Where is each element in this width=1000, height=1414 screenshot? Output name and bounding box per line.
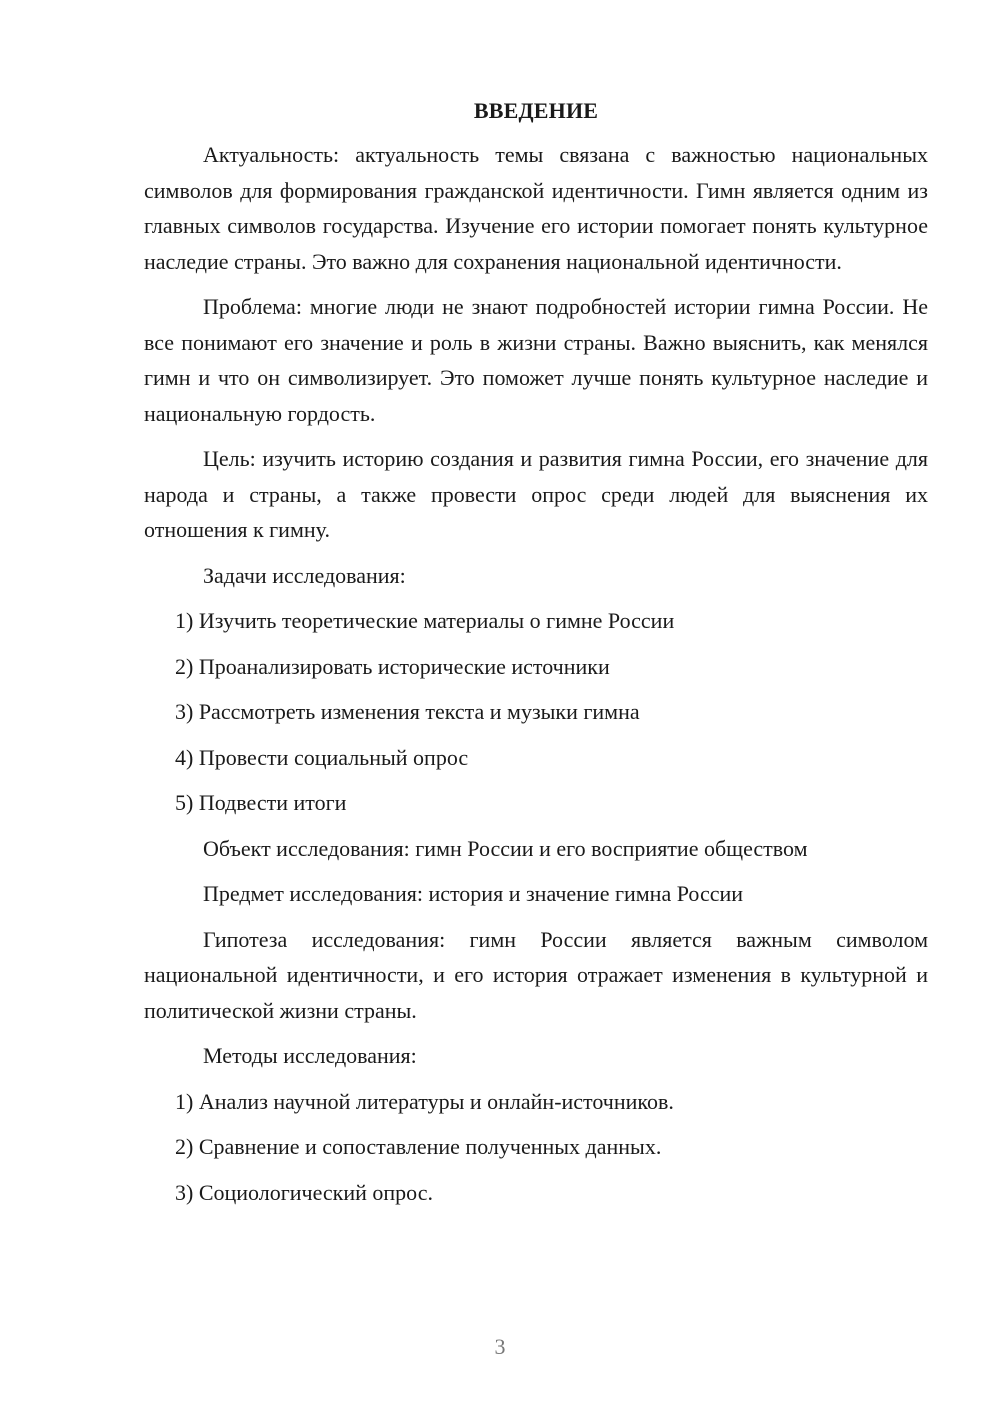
subject-paragraph: Предмет исследования: история и значение гимна России [203,881,744,906]
goal-paragraph: Цель: изучить историю создания и развития гимна России, его значение для народа и страны, а также провести опрос среди людей для выяснения их отношения к гимну. [144,446,928,542]
list-item: 1) Изучить теоретические материалы о гимне России [175,608,675,633]
problem-paragraph: Проблема: многие люди не знают подробностей истории гимна России. Не все понимают его значение и роль в жизни страны. Важно выяснить, как менялся гимн и что он символизирует. Это поможет лучше понять культурное наследие и национальную гордость. [144,294,928,426]
hypothesis-paragraph: Гипотеза исследования: гимн России является важным символом национальной идентичности, и его история отражает изменения в культурной и политической жизни страны. [144,926,928,1023]
list-item: 3) Социологический опрос. [175,1179,433,1205]
page-content [144,93,928,1220]
methods-list [144,1084,928,1211]
list-item: 2) Проанализировать исторические источники [175,653,610,679]
tasks-list [144,603,928,821]
list-item: 1) Анализ научной литературы и онлайн-источников. [175,1088,674,1114]
methods-heading: Методы исследования: [203,1043,417,1068]
object-paragraph: Объект исследования: гимн России и его восприятие обществом [203,835,808,861]
list-item: 2) Сравнение и сопоставление полученных данных. [175,1134,662,1159]
tasks-heading: Задачи исследования: [203,562,406,588]
page-number: 3 [494,1334,506,1359]
list-item: 3) Рассмотреть изменения текста и музыки гимна [175,699,640,724]
relevance-paragraph: Актуальность: актуальность темы связана с важностью национальных символов для формирования гражданской идентичности. Гимн является одним из главных символов государства. Изучение его истории помогает понять культурное наследие страны. Это важно для сохранения национальной идентичности. [144,142,928,274]
list-item: 5) Подвести итоги [175,790,347,815]
section-title: ВВЕДЕНИЕ [473,98,599,123]
list-item: 4) Провести социальный опрос [175,744,469,770]
